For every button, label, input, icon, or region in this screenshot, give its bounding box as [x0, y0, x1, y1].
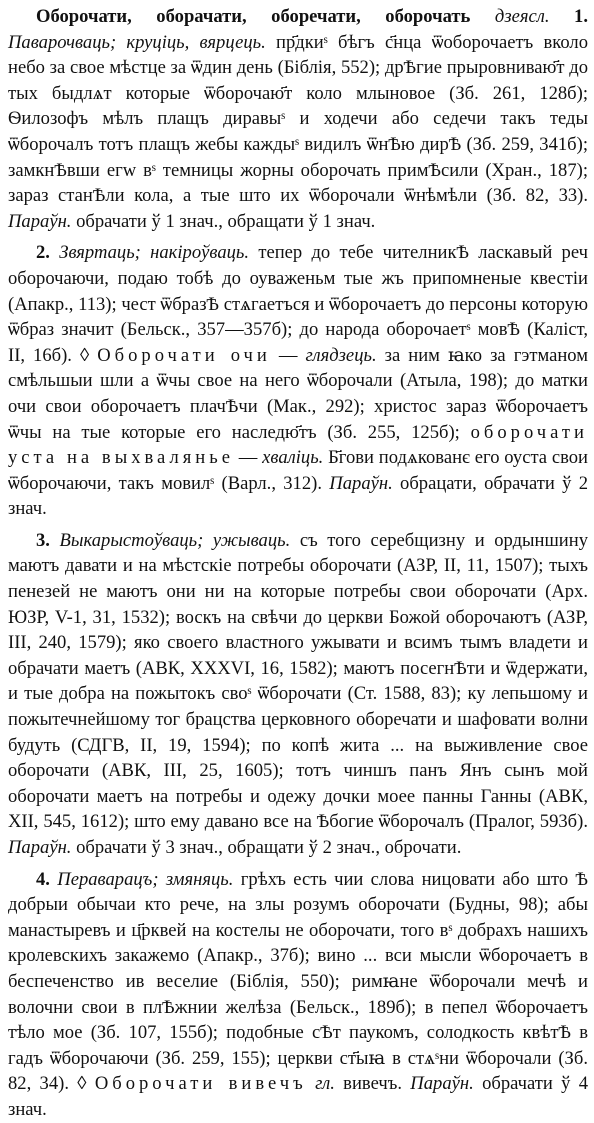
sense-citations: съ того серебщизну и ордыншину маютъ давати и на мѣстскіе потребы оборочати (АЗР, II, 11, 1507); тыхъ пенезей не маютъ они ни на которые потребы свои оборочати (Арх. ЮЗР, V-1, 31, 1532); воскъ на свѣчи до церкви Божой оборочаютъ (АЗР, III, 240, 1579); яко своего властного ужывати и всимъ тымъ владети и обрачати маетъ (АВК, XXXVI, 16, 1582); маютъ посегнѢти и ѿдержати, и тые добра на пожытокъ своˢ ѿборочати (Ст. 1588, 83); ку лепьшому и пожытечнейшому тог брацства церковного оборечати и шафовати волни будуть (СДГВ, II, 19, 1594); по копѣ жита ... на выживление свое оборочати (АВК, III, 25, 1605); тотъ чиншъ панъ Янъ сынъ мой оборочати маетъ на потребы и одежу дочки моее панны Ганны (АВК, XII, 545, 1612); што ему давано все на Ѣбогие ѿборочалъ (Пралог, 593б).: [8, 529, 588, 833]
phrase: Оборочати вивечъ: [94, 1073, 307, 1095]
phrase-grammar: гл.: [315, 1073, 335, 1095]
refs-label: Параўн.: [329, 472, 393, 494]
refs-text: обрачати ў 4 знач.: [8, 1073, 589, 1120]
sense-1: [8, 4, 588, 234]
refs-label: Параўн.: [8, 210, 72, 232]
sense-number: 4.: [36, 868, 50, 890]
diamond-icon: ◊: [77, 1073, 87, 1095]
refs-text: обрацати, обрачати ў 2 знач.: [8, 472, 589, 520]
sense-definition: Выкарыстоўваць; ужываць.: [59, 529, 291, 551]
refs-label: Параўн.: [410, 1073, 474, 1095]
sense-citations: пр҃дкиˢ бѣгъ с҃нца ѿoборочаетъ вколо небо за свое мѣстце за ѿдин день (Біблія, 552); дрѢгие прыровниваю҃т до тых быдлѧт которые ѿборочаю҃т коло млыновое (Зб. 261, 128б); Ѳилозофъ мѣлъ плащъ диравыˢ и ходечи або седечи такъ теды ѿборочалъ тотъ плащъ жебы каждыˢ видилъ ѿнѢю дирѢ (Зб. 259, 341б); замкнѢвши егw вˢ темницы жорны оборочать примѢсили (Хран., 187); зараз станѢли кола, а тые што их ѿборочали ѿнѣмѣли (Зб. 82, 33).: [8, 31, 588, 207]
phrase: оборочати уста на выхвалянье: [8, 421, 588, 469]
part-of-speech: дзеясл.: [494, 6, 550, 27]
refs-text: обрачати ў 3 знач., обращати ў 2 знач., оброчати.: [76, 837, 462, 858]
phrase-tail: вивечъ.: [343, 1073, 402, 1095]
sense-citations: грѣхъ есть чии слова ницовати або што Ѣ добрыи обычаи кто рече, на злы розумъ оборочати (Будны, 98); абы манастыревъ и ц҃рквей на костелы не оборочати, того вˢ добрахъ нашихъ кролевскихъ закажемо (Апакр., 37б); вино ... вси мысли ѿборочаетъ в беспеченство ив веселие (Біблія, 550); римꙗне ѿборочали мечѣ и волочни свои в плѢжнии желѣза (Бельск., 189б); в пепел ѿборочаетъ тѣло мое (Зб. 107, 155б); подобные сѢт паукомъ, солодкость квѣтѢ в гадъ ѿборочаючи (Зб. 259, 155); церкви ст҃ыꙗ в стѧˢни ѿборочали (Зб. 82, 34).: [8, 868, 588, 1095]
sense-definition: Паварочваць; круціць, вярцець.: [8, 31, 266, 53]
diamond-icon: ◊: [79, 344, 90, 366]
sense-2: 2. Звяртаць; накіроўваць. тепер до тебе чителникѢ ласкавый реч оборочаючи, подаю тобѣ до оуваженьм тые жъ припомненые квестіи (Апакр., 113); чест ѿбразѢ стѧгаетъся и ѿборочаетъ до персоны которую ѿбраз значит (Бельск., 357—357б); до народа оборочаетˢ мовѢ (Каліст, II, 16б). ◊ Оборочати очи — глядзець. за ним ꙗко за гэтманом смѣльшыи шли а ѿчы свое на него ѿборочали (Атыла, 198); до матки очи свои оборочаетъ плачѢчи (Мак., 292); христос зараз ѿборочаетъ ѿчы на тые которые его наследю҃тъ (Зб. 255, 125б); оборочати уста на выхвалянье — хваліць. Б҃гови подѧкованє его оуста свои ѿборочаючи, такъ мовилˢ (Варл., 312). Параўн. обрацати, обрачати ў 2 знач.: [8, 242, 589, 520]
sense-4: [8, 867, 588, 1123]
sense-citations: тепер до тебе чителникѢ ласкавый реч оборочаючи, подаю тобѣ до оуваженьм тые жъ припомненые квестіи (Апакр., 113); чест ѿбразѢ стѧгаетъся и ѿборочаетъ до персоны которую ѿбраз значит (Бельск., 357—357б); до народа оборочаетˢ мовѢ (Каліст, II, 16б).: [8, 242, 588, 366]
phrase-definition: хваліць.: [262, 447, 324, 469]
sense-number: 3.: [36, 529, 50, 551]
sense-number: 2.: [36, 242, 50, 264]
phrase: Оборочати очи: [97, 344, 271, 366]
sense-definition: Звяртаць; накіроўваць.: [59, 242, 250, 264]
sense-definition: Пераварацъ; змяняць.: [57, 868, 234, 890]
phrase-citations: Б҃гови подѧкованє его оуста свои ѿборочаючи, такъ мовилˢ (Варл., 312).: [8, 447, 588, 494]
headword: Оборочати, оборачати, оборечати, оборочать: [36, 6, 471, 27]
phrase-definition: глядзець.: [305, 344, 377, 366]
sense-number: 1.: [574, 6, 588, 27]
refs-text: обрачати ў 1 знач., обращати ў 1 знач.: [76, 210, 376, 232]
phrase-citations: за ним ꙗко за гэтманом смѣльшыи шли а ѿчы свое на него ѿборочали (Атыла, 198); до матки очи свои оборочаетъ плачѢчи (Мак., 292); христос зараз ѿборочаетъ ѿчы на тые которые его наследю҃тъ (Зб. 255, 125б);: [8, 344, 588, 443]
refs-label: Параўн.: [8, 837, 72, 858]
sense-3: [8, 528, 588, 861]
